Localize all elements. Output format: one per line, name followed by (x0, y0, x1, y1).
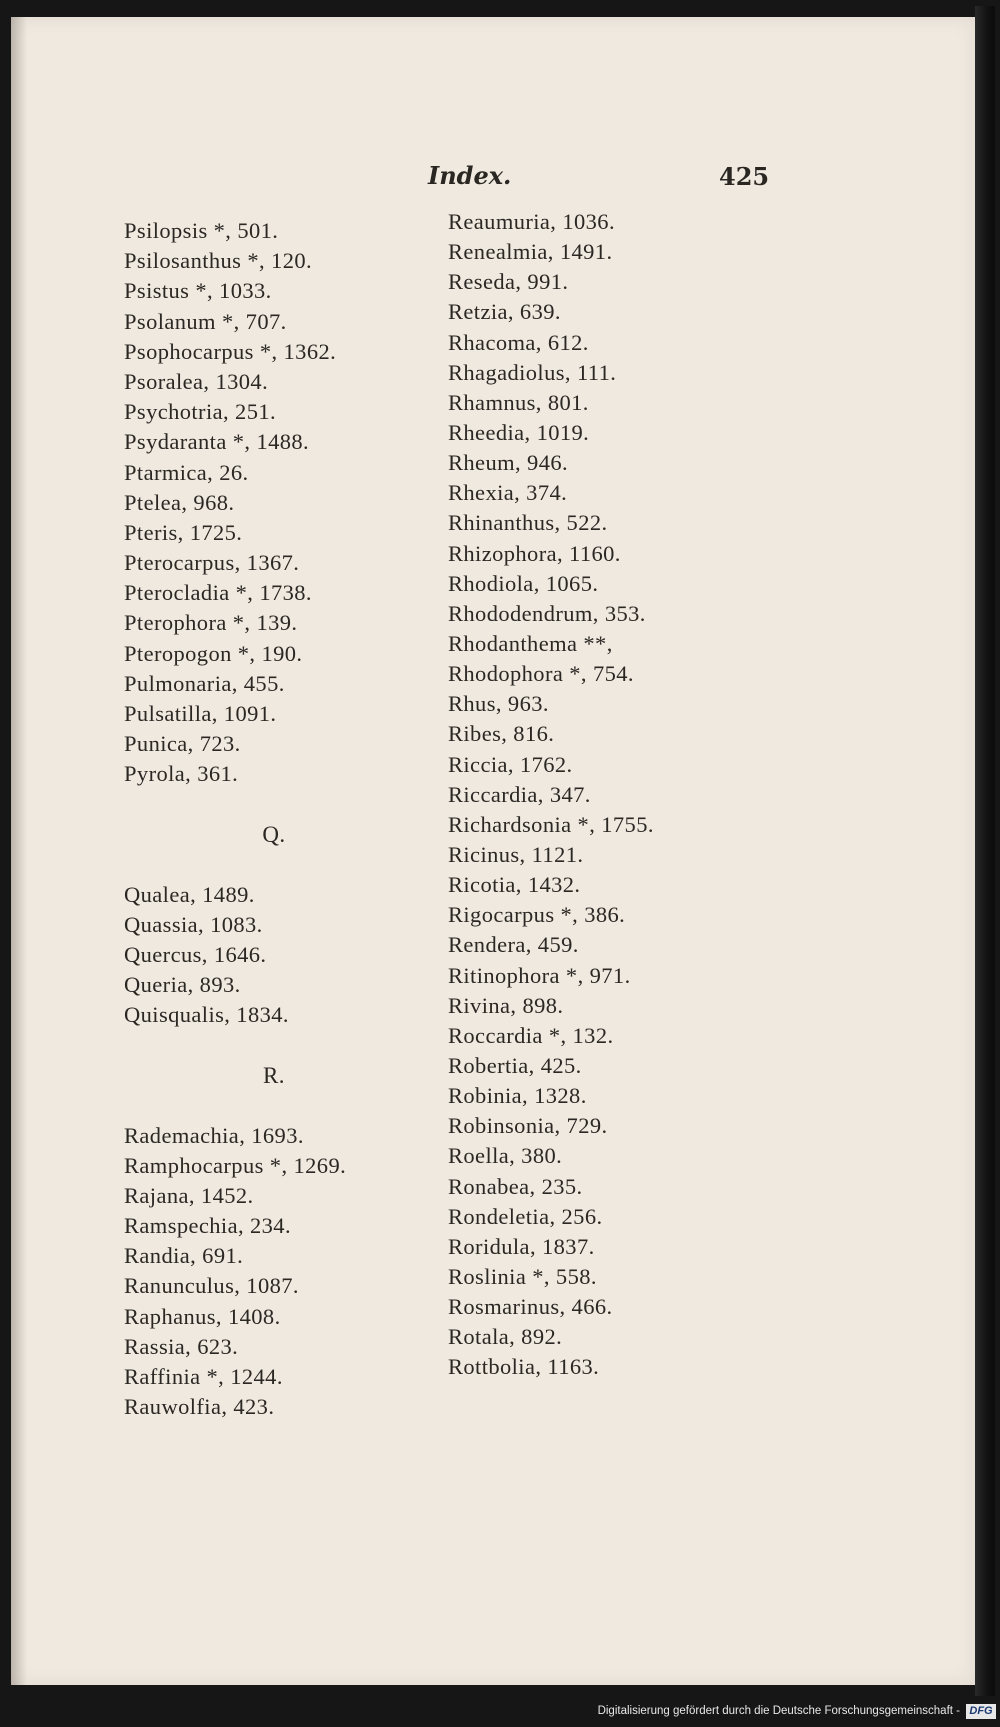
index-entry: Rotala, 892. (448, 1324, 563, 1350)
index-entry: Psistus *, 1033. (124, 278, 272, 304)
index-entry: Psilopsis *, 501. (124, 218, 279, 243)
index-entry: Raphanus, 1408. (124, 1303, 281, 1329)
section-heading-r: R. (263, 1062, 285, 1088)
index-entry: Rigocarpus *, 386. (448, 902, 626, 928)
index-entry: Rhodophora *, 754. (448, 661, 634, 687)
dfg-logo: DFG (966, 1704, 996, 1719)
index-group-q (124, 880, 424, 1031)
index-entry: Rhodanthema **, (448, 630, 613, 656)
index-entry: Roccardia *, 132. (448, 1022, 614, 1048)
index-entry: Renealmia, 1491. (448, 239, 613, 265)
funding-credit: Digitalisierung gefördert durch die Deutsche Forschungsgemeinschaft - (597, 1705, 960, 1717)
index-entry: Pyrola, 361. (124, 761, 239, 787)
index-entry: Robinia, 1328. (448, 1083, 587, 1109)
index-entry: Quercus, 1646. (124, 941, 267, 967)
index-entry: Rondeletia, 256. (448, 1203, 603, 1229)
index-entry: Pterophora *, 139. (124, 610, 298, 636)
index-entry: Ramphocarpus *, 1269. (124, 1152, 347, 1178)
index-entry: Rheedia, 1019. (448, 419, 590, 445)
book-page (11, 17, 975, 1685)
index-entry: Riccardia, 347. (448, 781, 591, 807)
index-entry: Ribes, 816. (448, 721, 555, 747)
index-entry: Pteris, 1725. (124, 519, 243, 545)
index-entry: Rhagadiolus, 111. (448, 359, 617, 385)
page-edge-shadow (975, 6, 995, 1696)
index-entry: Ronabea, 235. (448, 1173, 583, 1199)
index-entry: Quisqualis, 1834. (124, 1002, 289, 1028)
index-entry: Rheum, 946. (448, 450, 569, 476)
index-entry: Psydaranta *, 1488. (124, 429, 310, 455)
index-entry: Ricotia, 1432. (448, 872, 581, 898)
index-entry: Rendera, 459. (448, 932, 579, 958)
index-entry: Riccia, 1762. (448, 751, 573, 777)
index-entry: Psoralea, 1304. (124, 368, 269, 394)
index-entry: Rhexia, 374. (448, 480, 568, 506)
index-group-r-continued (448, 207, 758, 1382)
index-group-p (124, 216, 424, 790)
index-entry: Roridula, 1837. (448, 1233, 595, 1259)
index-entry: Pterocarpus, 1367. (124, 550, 300, 576)
index-entry: Rhinanthus, 522. (448, 510, 608, 536)
index-entry: Quassia, 1083. (124, 911, 263, 937)
index-entry: Pulmonaria, 455. (124, 670, 285, 696)
page-gutter-shadow (11, 17, 27, 1685)
index-entry: Punica, 723. (124, 731, 241, 757)
index-entry: Raffinia *, 1244. (124, 1364, 283, 1389)
index-entry: Rhododendrum, 353. (448, 600, 646, 626)
index-entry: Pulsatilla, 1091. (124, 701, 277, 726)
index-entry: Randia, 691. (124, 1243, 244, 1269)
digitization-footer (0, 1701, 1000, 1727)
index-entry: Pteropogon *, 190. (124, 640, 303, 666)
index-entry: Rauwolfia, 423. (124, 1394, 275, 1420)
index-group-r (124, 1121, 424, 1423)
index-entry: Ranunculus, 1087. (124, 1273, 299, 1299)
index-entry: Richardsonia *, 1755. (448, 811, 654, 837)
right-index-column (448, 207, 758, 1382)
index-entry: Rhus, 963. (448, 691, 549, 717)
page-number: 425 (719, 162, 770, 191)
index-entry: Retzia, 639. (448, 299, 561, 325)
index-entry: Rhacoma, 612. (448, 329, 589, 355)
index-entry: Reaumuria, 1036. (448, 209, 615, 234)
index-entry: Rhizophora, 1160. (448, 540, 621, 566)
index-entry: Rassia, 623. (124, 1333, 239, 1359)
section-heading-q: Q. (262, 821, 286, 847)
index-entry: Ricinus, 1121. (448, 841, 584, 867)
index-entry: Ramspechia, 234. (124, 1213, 291, 1239)
index-entry: Rottbolia, 1163. (448, 1354, 600, 1380)
index-entry: Rademachia, 1693. (124, 1122, 304, 1148)
index-entry: Roslinia *, 558. (448, 1263, 597, 1289)
index-entry: Robinsonia, 729. (448, 1113, 608, 1139)
index-entry: Rosmarinus, 466. (448, 1294, 613, 1320)
index-entry: Psophocarpus *, 1362. (124, 338, 337, 364)
index-entry: Psilosanthus *, 120. (124, 248, 313, 274)
index-entry: Robertia, 425. (448, 1052, 582, 1078)
index-entry: Ptarmica, 26. (124, 459, 249, 485)
index-entry: Psolanum *, 707. (124, 308, 287, 334)
index-entry: Rivina, 898. (448, 992, 564, 1018)
index-entry: Psychotria, 251. (124, 399, 277, 425)
index-entry: Queria, 893. (124, 972, 241, 998)
index-entry: Rhodiola, 1065. (448, 570, 599, 596)
index-entry: Qualea, 1489. (124, 881, 255, 907)
index-entry: Reseda, 991. (448, 269, 569, 295)
index-entry: Roella, 380. (448, 1143, 563, 1169)
index-entry: Rajana, 1452. (124, 1182, 254, 1208)
index-entry: Ritinophora *, 971. (448, 962, 631, 988)
running-header: Index. (428, 161, 512, 190)
index-entry: Pterocladia *, 1738. (124, 580, 312, 606)
index-entry: Ptelea, 968. (124, 489, 235, 515)
left-index-column (124, 216, 424, 1422)
index-entry: Rhamnus, 801. (448, 389, 589, 415)
